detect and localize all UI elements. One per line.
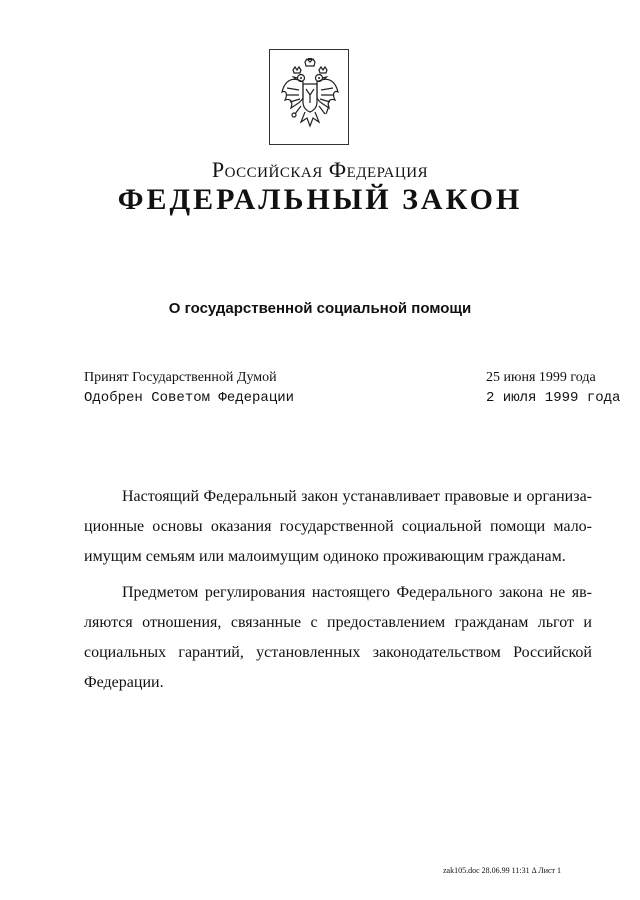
adopted-by-label: Принят Государственной Думой — [84, 370, 277, 385]
country-name: Российская Федерация — [211, 157, 429, 182]
adopted-date: 25 июня 1999 года — [486, 370, 596, 385]
body-paragraph: Предметом регулирования настоящего Федерального закона не являются отношения, связанные с предоставлением гражданам льгот и социальных гарантий, установленных законодательством Российской Федерации. — [84, 584, 592, 691]
approved-date: 2 июля 1999 года — [486, 390, 621, 406]
footer-file-info: zak105.doc 28.06.99 11:31 Δ Лист 1 — [443, 866, 562, 875]
approved-by-label: Одобрен Советом Федерации — [84, 390, 295, 406]
document-type-heading: ФЕДЕРАЛЬНЫЙ ЗАКОН — [117, 183, 523, 216]
body-paragraph: Настоящий Федеральный закон устанавливает правовые и организационные основы оказания государственной социальной помощи малоимущим семьям или малоимущим одиноко проживающим гражданам. — [84, 488, 592, 565]
law-body — [84, 482, 592, 704]
coat-of-arms-icon — [279, 58, 341, 138]
coat-of-arms-frame — [269, 49, 349, 145]
law-title: О государственной социальной помощи — [168, 300, 472, 317]
